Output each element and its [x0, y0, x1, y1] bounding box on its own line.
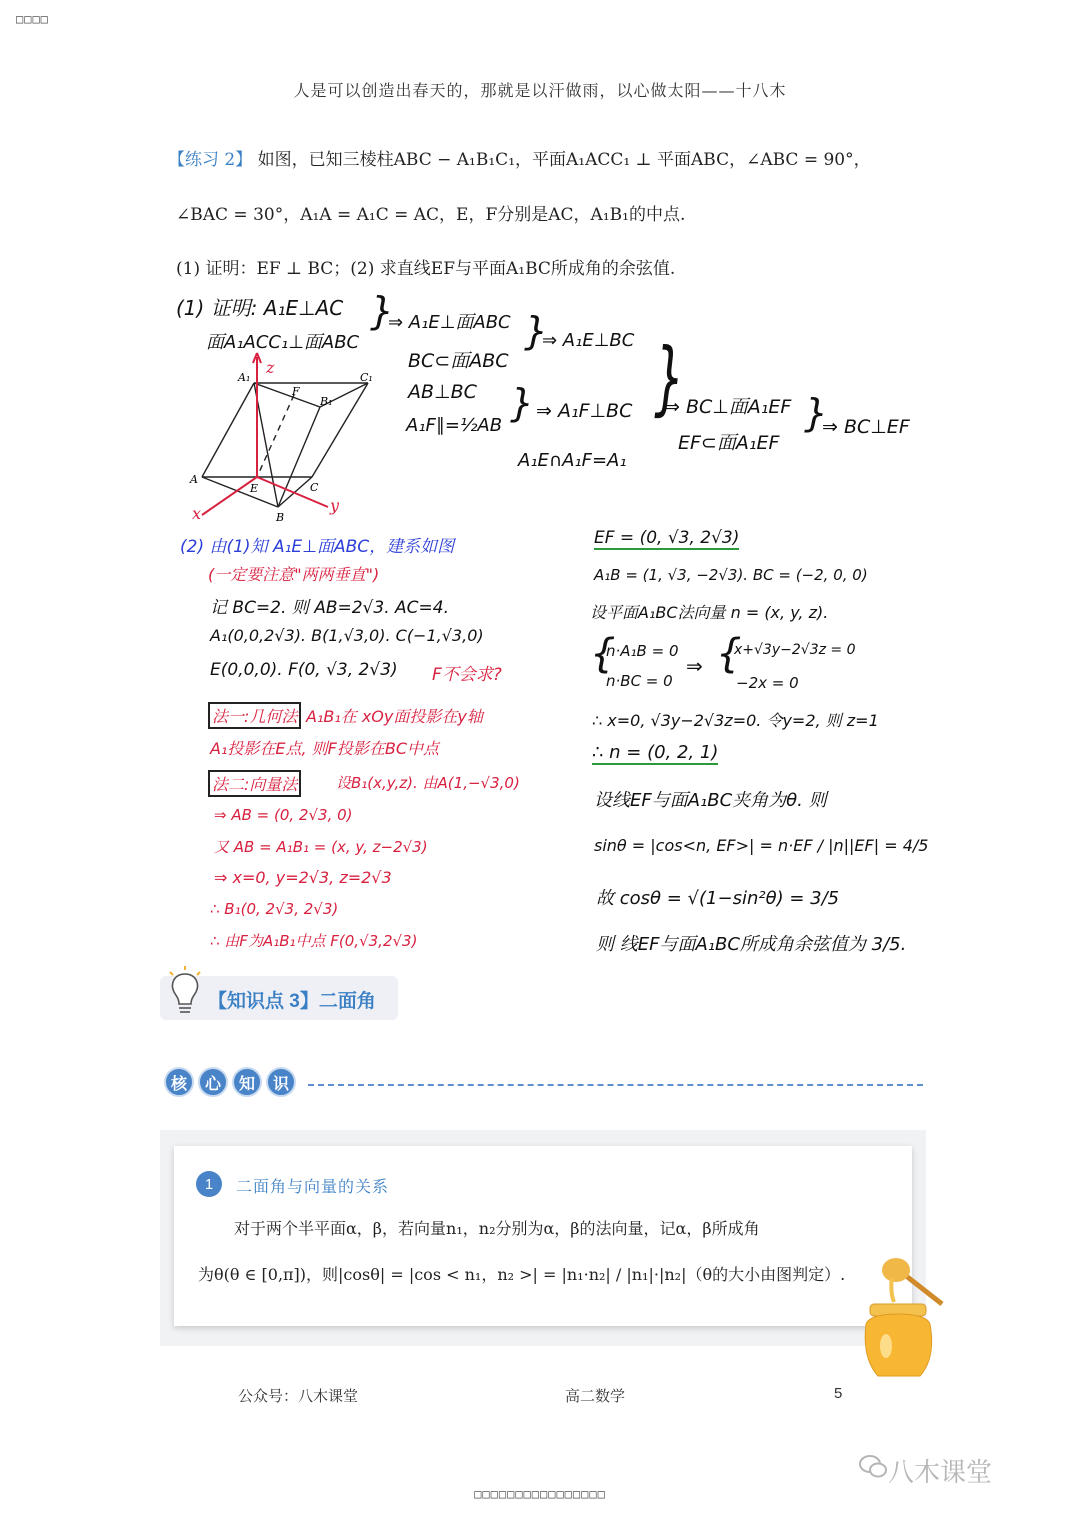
watermark-text: 八木课堂 — [888, 1457, 993, 1487]
vertex-c-label: C — [310, 481, 319, 494]
p2-right-8: ∴ n = (0, 2, 1) — [592, 742, 719, 763]
exercise-tag: 【练习 2】 — [168, 150, 253, 170]
core-knowledge-badges — [164, 1067, 296, 1097]
p2-right-1: A₁B = (1, √3, −2√3). BC = (−2, 0, 0) — [594, 566, 868, 584]
footer-page-number: 5 — [834, 1385, 843, 1402]
exercise-text-1: 如图，已知三棱柱ABC − A₁B₁C₁，平面A₁ACC₁ ⊥ 平面ABC，∠ABC = 90°， — [257, 150, 871, 170]
brace-5: } — [804, 391, 829, 435]
p2-right-12: 则 线EF与面A₁BC所成角余弦值为 3/5. — [596, 934, 907, 955]
proof1-line5: A₁F∥=½AB — [406, 415, 503, 436]
axis-x-label: x — [192, 504, 202, 523]
p2-left-1: (一定要注意"两两垂直") — [208, 565, 380, 584]
proof1-result2: ⇒ A₁E⊥BC — [542, 330, 635, 351]
vertex-a-label: A — [190, 473, 198, 486]
knowledge-point-title: 【知识点 3】二面角 — [208, 991, 376, 1012]
p2-right-4: n·BC = 0 — [606, 672, 673, 690]
top-mark: □□□□ — [16, 12, 49, 26]
proof1-line6: A₁E∩A₁F=A₁ — [518, 450, 627, 471]
p2-right-0: EF = (0, √3, 2√3) — [594, 528, 740, 548]
footer-subject: 高二数学 — [565, 1388, 626, 1405]
p2-left-7: A₁B₁在 xOy面投影在y轴 — [306, 707, 483, 726]
p2-left-13: ⇒ x=0, y=2√3, z=2√3 — [214, 868, 392, 887]
brace-2: } — [524, 309, 549, 353]
p2-method2-box: 法二:向量法 — [208, 770, 301, 797]
p2-left-5: F不会求? — [432, 665, 502, 685]
p2-left-2: 记 BC=2. 则 AB=2√3. AC=4. — [210, 598, 449, 618]
p2-left-8: A₁投影在E点, 则F投影在BC中点 — [210, 739, 439, 758]
section-title: 二面角与向量的关系 — [236, 1177, 390, 1196]
exercise-line-3: (1) 证明：EF ⊥ BC；(2) 求直线EF与平面A₁BC所成角的余弦值. — [176, 259, 676, 279]
p2-right-3: n·A₁B = 0 — [606, 642, 679, 660]
brace-1: } — [370, 289, 395, 333]
p2-left-12: 又 AB = A₁B₁ = (x, y, z−2√3) — [214, 838, 428, 856]
proof1-line4: AB⊥BC — [408, 381, 477, 403]
core-badge-2: 心 — [198, 1067, 228, 1097]
p2-right-6: −2x = 0 — [736, 674, 799, 692]
lightbulb-icon — [164, 964, 206, 1016]
vertex-a1-label: A₁ — [238, 371, 251, 384]
p2-left-4: E(0,0,0). F(0, √3, 2√3) — [210, 660, 398, 680]
proof1-line1: (1) 证明: A₁E⊥AC — [176, 296, 344, 320]
section-number-badge: 1 — [196, 1171, 222, 1197]
exercise-line-2: ∠BAC = 30°，A₁A = A₁C = AC，E，F分别是AC，A₁B₁的中点. — [176, 205, 686, 225]
left-brace-1: { — [590, 631, 616, 677]
divider-dashed — [308, 1084, 923, 1086]
p2-right-5: x+√3y−2√3z = 0 — [734, 642, 856, 658]
core-badge-1: 核 — [164, 1067, 194, 1097]
p2-left-0: (2) 由(1)知 A₁E⊥面ABC，建系如图 — [180, 537, 455, 557]
vertex-c1-label: C₁ — [360, 371, 373, 384]
proof1-result5: ⇒ BC⊥EF — [822, 416, 910, 438]
p2-left-14: ∴ B₁(0, 2√3, 2√3) — [210, 900, 339, 918]
p2-left-10: 设B₁(x,y,z). 由A(1,−√3,0) — [336, 774, 520, 792]
proof1-line2: 面A₁ACC₁⊥面ABC — [206, 332, 360, 353]
proof1-result3: ⇒ A₁F⊥BC — [536, 400, 633, 422]
axis-z-label: z — [266, 358, 275, 377]
footer-account: 公众号：八木课堂 — [238, 1388, 359, 1405]
p2-right-7: ∴ x=0, √3y−2√3z=0. 令y=2, 则 z=1 — [592, 711, 879, 730]
bottom-mark: □□□□□□□□□□□□□□□□ — [474, 1487, 606, 1501]
honey-jar-icon — [856, 1248, 952, 1388]
p2-right-2: 设平面A₁BC法向量 n = (x, y, z). — [590, 603, 829, 622]
vertex-b1-label: B₁ — [320, 395, 333, 408]
core-badge-3: 知 — [232, 1067, 262, 1097]
wechat-icon — [858, 1452, 888, 1480]
vertex-b-label: B — [276, 511, 285, 524]
core-badge-4: 识 — [266, 1067, 296, 1097]
p2-right-10: sinθ = |cos<n, EF>| = n·EF / |n||EF| = 4/5 — [594, 836, 929, 855]
brace-4: } — [654, 331, 685, 424]
motto-header: 人是可以创造出春天的，那就是以汗做雨，以心做太阳——十八木 — [293, 81, 787, 100]
p2-right-11: 故 cosθ = √(1−sin²θ) = 3/5 — [596, 888, 840, 909]
p2-left-3: A₁(0,0,2√3). B(1,√3,0). C(−1,√3,0) — [210, 626, 484, 645]
section-paragraph-2: 为θ(θ ∈ [0,π])，则|cosθ| = |cos < n₁，n₂ >| = |n₁·n₂| / |n₁|·|n₂|（θ的大小由图判定）. — [198, 1265, 846, 1284]
p2-method1-box: 法一:几何法 — [208, 702, 301, 729]
axis-y-label: y — [330, 496, 340, 515]
left-brace-2: { — [716, 631, 742, 677]
point-e-label: E — [250, 482, 259, 495]
p2-right-9: 设线EF与面A₁BC夹角为θ. 则 — [594, 790, 827, 811]
brace-3: } — [510, 381, 535, 425]
p2-left-15: ∴ 由F为A₁B₁中点 F(0,√3,2√3) — [210, 932, 418, 950]
prism-figure — [180, 345, 380, 525]
exercise-line-1 — [168, 145, 871, 170]
proof1-result4: ⇒ BC⊥面A₁EF — [664, 396, 792, 418]
proof1-line3: BC⊂面ABC — [408, 350, 509, 372]
proof1-result1: ⇒ A₁E⊥面ABC — [388, 312, 511, 333]
proof1-line7: EF⊂面A₁EF — [678, 432, 780, 454]
p2-left-11: ⇒ AB = (0, 2√3, 0) — [214, 806, 353, 824]
section-paragraph-1: 对于两个半平面α，β，若向量n₁，n₂分别为α，β的法向量，记α，β所成角 — [234, 1219, 760, 1238]
point-f-label: F — [292, 385, 300, 398]
implies-arrow: ⇒ — [686, 654, 703, 678]
